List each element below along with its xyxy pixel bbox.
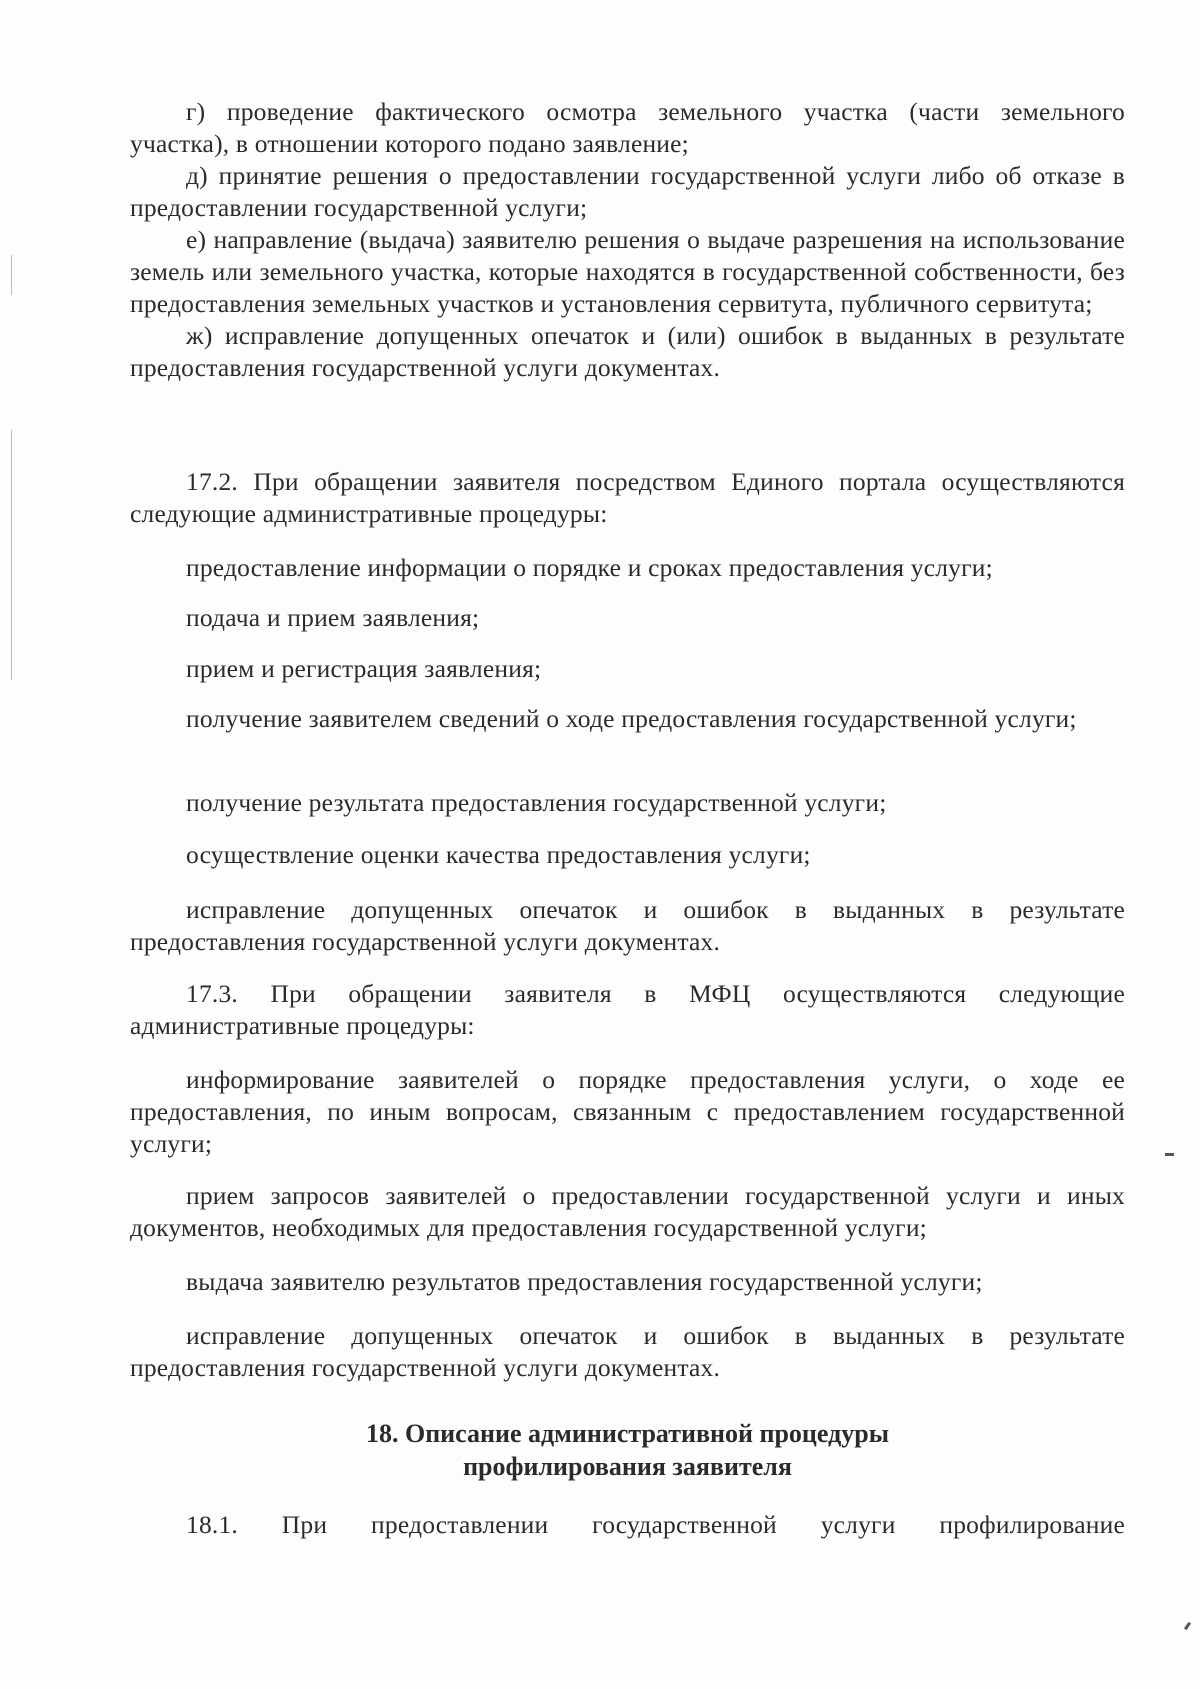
list-item <box>130 552 1125 584</box>
list-item-e: е) направление (выдача) заявителю решения о выдаче разрешения на использование земель или земельного участка, которые находятся в государственной собственности, без предоставления земельных участков и установления сервитута, публичного сервитута; <box>130 225 1125 318</box>
list-item <box>130 1266 1125 1298</box>
section-17-3-intro <box>130 978 1125 1042</box>
list-item-text: осуществление оценки качества предоставления услуги; <box>186 840 811 869</box>
scan-speck <box>1184 1622 1191 1630</box>
list-item <box>130 894 1125 958</box>
list-item <box>130 653 1125 685</box>
list-item <box>130 1320 1125 1384</box>
list-item-text: исправление допущенных опечаток и ошибок в выданных в результате предоставления государственной услуги документах. <box>130 1321 1125 1382</box>
list-item <box>130 703 1125 735</box>
list-block-procedures <box>130 96 1125 384</box>
scan-margin-line <box>11 430 12 680</box>
list-item <box>130 839 1125 871</box>
heading-line: профилирования заявителя <box>463 1452 792 1481</box>
list-item-text: получение заявителем сведений о ходе предоставления государственной услуги; <box>186 704 1077 733</box>
section-17-2-intro <box>130 466 1125 530</box>
list-item-d: д) принятие решения о предоставлении государственной услуги либо об отказе в предоставлении государственной услуги; <box>130 161 1125 222</box>
list-item-text: выдача заявителю результатов предоставления государственной услуги; <box>186 1267 983 1296</box>
list-item-text: информирование заявителей о порядке предоставления услуги, о ходе ее предоставления, по иным вопросам, связанным с предоставлением государственной услуги; <box>130 1065 1125 1158</box>
paragraph-17-3: 17.3. При обращении заявителя в МФЦ осуществляются следующие административные процедуры: <box>130 979 1125 1040</box>
list-item-text: предоставление информации о порядке и сроках предоставления услуги; <box>186 553 993 582</box>
list-item-text: получение результата предоставления государственной услуги; <box>186 788 887 817</box>
heading-line: 18. Описание административной процедуры <box>365 1419 890 1448</box>
section-18-heading <box>130 1417 1125 1483</box>
scan-margin-line <box>11 255 12 295</box>
list-item-text: прием и регистрация заявления; <box>186 654 542 683</box>
list-item <box>130 1064 1125 1160</box>
list-item-zh: ж) исправление допущенных опечаток и (или) ошибок в выданных в результате предоставления государственной услуги документах. <box>130 321 1125 382</box>
list-item <box>130 602 1125 634</box>
list-item-text: исправление допущенных опечаток и ошибок в выданных в результате предоставления государственной услуги документах. <box>130 895 1125 956</box>
scan-speck <box>1165 1153 1174 1156</box>
list-item <box>130 787 1125 819</box>
paragraph-18-1 <box>130 1509 1125 1541</box>
list-item <box>130 1180 1125 1244</box>
list-item-text: подача и прием заявления; <box>186 603 480 632</box>
paragraph-17-2: 17.2. При обращении заявителя посредством Единого портала осуществляются следующие административные процедуры: <box>130 467 1125 528</box>
list-item-g: г) проведение фактического осмотра земельного участка (части земельного участка), в отношении которого подано заявление; <box>130 97 1125 158</box>
paragraph-18-1-text: 18.1. При предоставлении государственной услуги профилирование <box>186 1510 1125 1539</box>
list-item-text: прием запросов заявителей о предоставлении государственной услуги и иных документов, необходимых для предоставления государственной услуги; <box>130 1181 1125 1242</box>
